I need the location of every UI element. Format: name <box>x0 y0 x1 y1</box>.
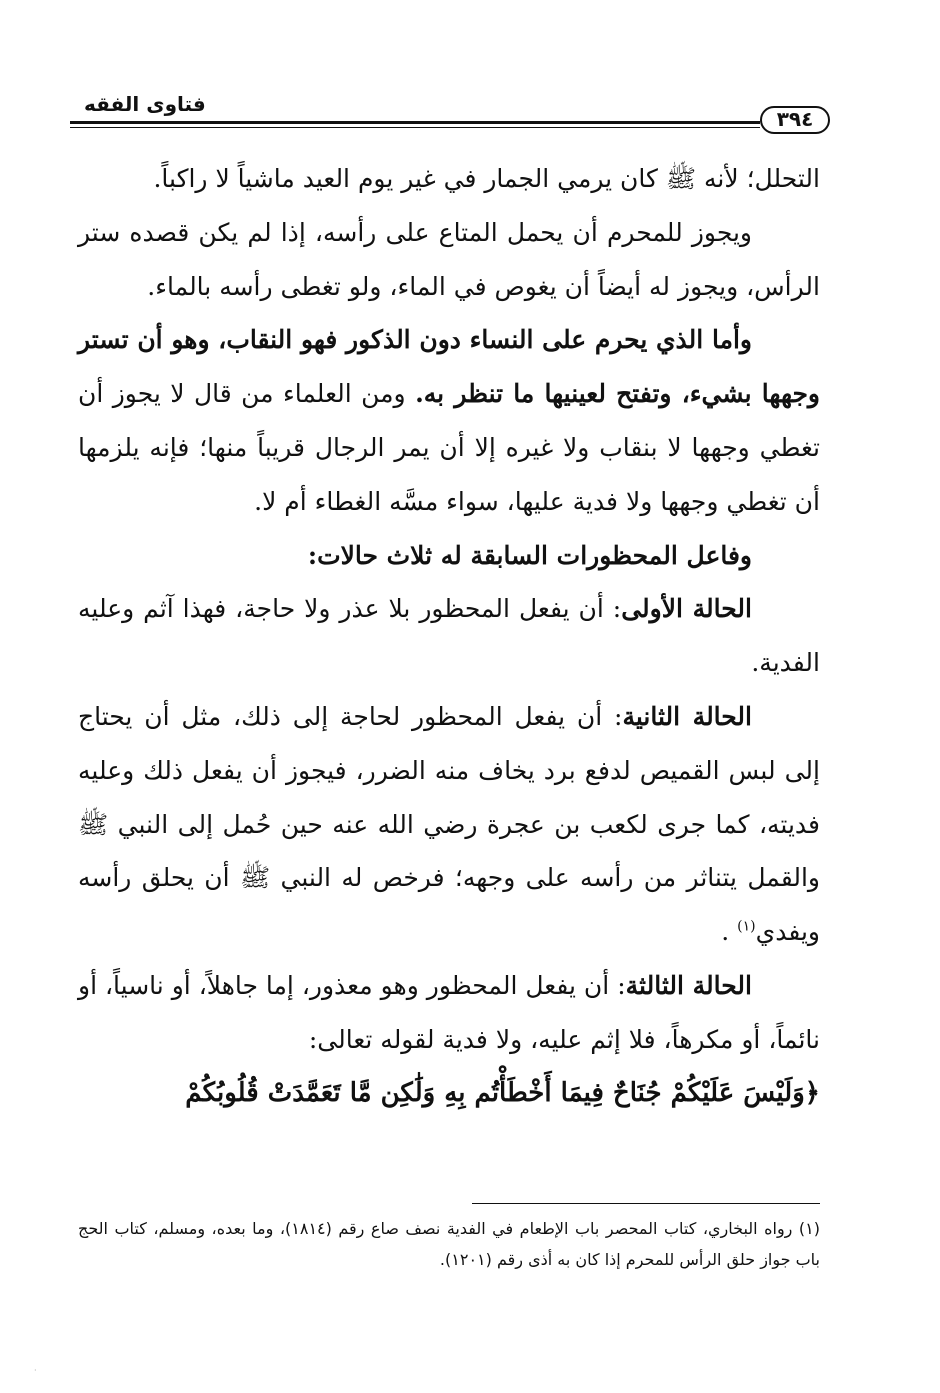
case-2-end: . <box>721 917 738 947</box>
footnote-1: (١) رواه البخاري، كتاب المحصر باب الإطعام في الفدية نصف صاع رقم (١٨١٤)، وما بعده، ومسلم، كتاب الحج باب جواز حلق الرأس للمحرم إذا كان به أذى رقم (١٢٠١). <box>78 1219 820 1269</box>
quran-verse: ﴿وَلَيْسَ عَلَيْكُمْ جُنَاحٌ فِيمَا أَخْطَأْتُم بِهِ وَلَٰكِن مَّا تَعَمَّدَتْ قُلُوبُكُمْ <box>185 1077 820 1108</box>
header-rule-thin <box>70 127 760 128</box>
paragraph-3-rest: ومن العلماء من قال لا يجوز أن تغطي وجهها لا بنقاب ولا غيره إلا أن يمر الرجال قريباً منها؛ فإنه يلزمها أن تغطي وجهها ولا فدية عليها، سواء مسَّه الغطاء أم لا. <box>78 379 820 516</box>
case-2-text: : أن يفعل المحظور لحاجة إلى ذلك، مثل أن يحتاج إلى لبس القميص لدفع برد يخاف منه الضرر، فيجوز أن يفعل ذلك وعليه فديته، كما جرى لكعب بن عجرة رضي الله عنه حين حُمل إلى النبي ﷺ والقمل يتناثر من رأسه على وجهه؛ فرخص له النبي ﷺ أن يحلق رأسه ويفدي <box>78 701 820 947</box>
case-3-heading: الحالة الثالثة <box>625 970 752 1000</box>
case-1-text: : أن يفعل المحظور بلا عذر ولا حاجة، فهذا آثم وعليه الفدية. <box>78 594 820 678</box>
paragraph-3 <box>78 313 820 528</box>
paragraph-5 <box>78 582 820 690</box>
paragraph-3-bold: وأما الذي يحرم على النساء دون الذكور فهو النقاب، وهو أن تستر وجهها بشيء، وتفتح لعينيها ما تنظر به. <box>78 325 820 409</box>
main-text <box>78 152 820 1120</box>
page-number: ٣٩٤ <box>760 106 830 134</box>
footnote-separator <box>472 1203 820 1204</box>
paragraph-7 <box>78 959 820 1067</box>
footnote-reference[interactable]: (١) <box>737 918 756 935</box>
scan-speck: · <box>34 1366 37 1375</box>
paragraph-1: التحلل؛ لأنه ﷺ كان يرمي الجمار في غير يوم العيد ماشياً لا راكباً. <box>153 164 820 193</box>
case-3-text: : أن يفعل المحظور وهو معذور، إما جاهلاً، أو ناسياً، أو نائماً، أو مكرهاً، فلا إثم عليه، ولا فدية لقوله تعالى: <box>78 970 820 1054</box>
paragraph-4: وفاعل المحظورات السابقة له ثلاث حالات: <box>307 540 752 570</box>
footnotes <box>78 1213 820 1275</box>
case-2-heading: الحالة الثانية <box>622 701 752 731</box>
page-header <box>70 92 830 138</box>
paragraph-6 <box>78 690 820 959</box>
book-title: فتاوى الفقه <box>78 92 212 116</box>
header-rule-thick <box>70 121 760 124</box>
paragraph-2: ويجوز للمحرم أن يحمل المتاع على رأسه، إذا لم يكن قصده ستر الرأس، ويجوز له أيضاً أن يغوص في الماء، ولو تغطى رأسه بالماء. <box>78 217 820 301</box>
case-1-heading: الحالة الأولى <box>621 594 752 624</box>
